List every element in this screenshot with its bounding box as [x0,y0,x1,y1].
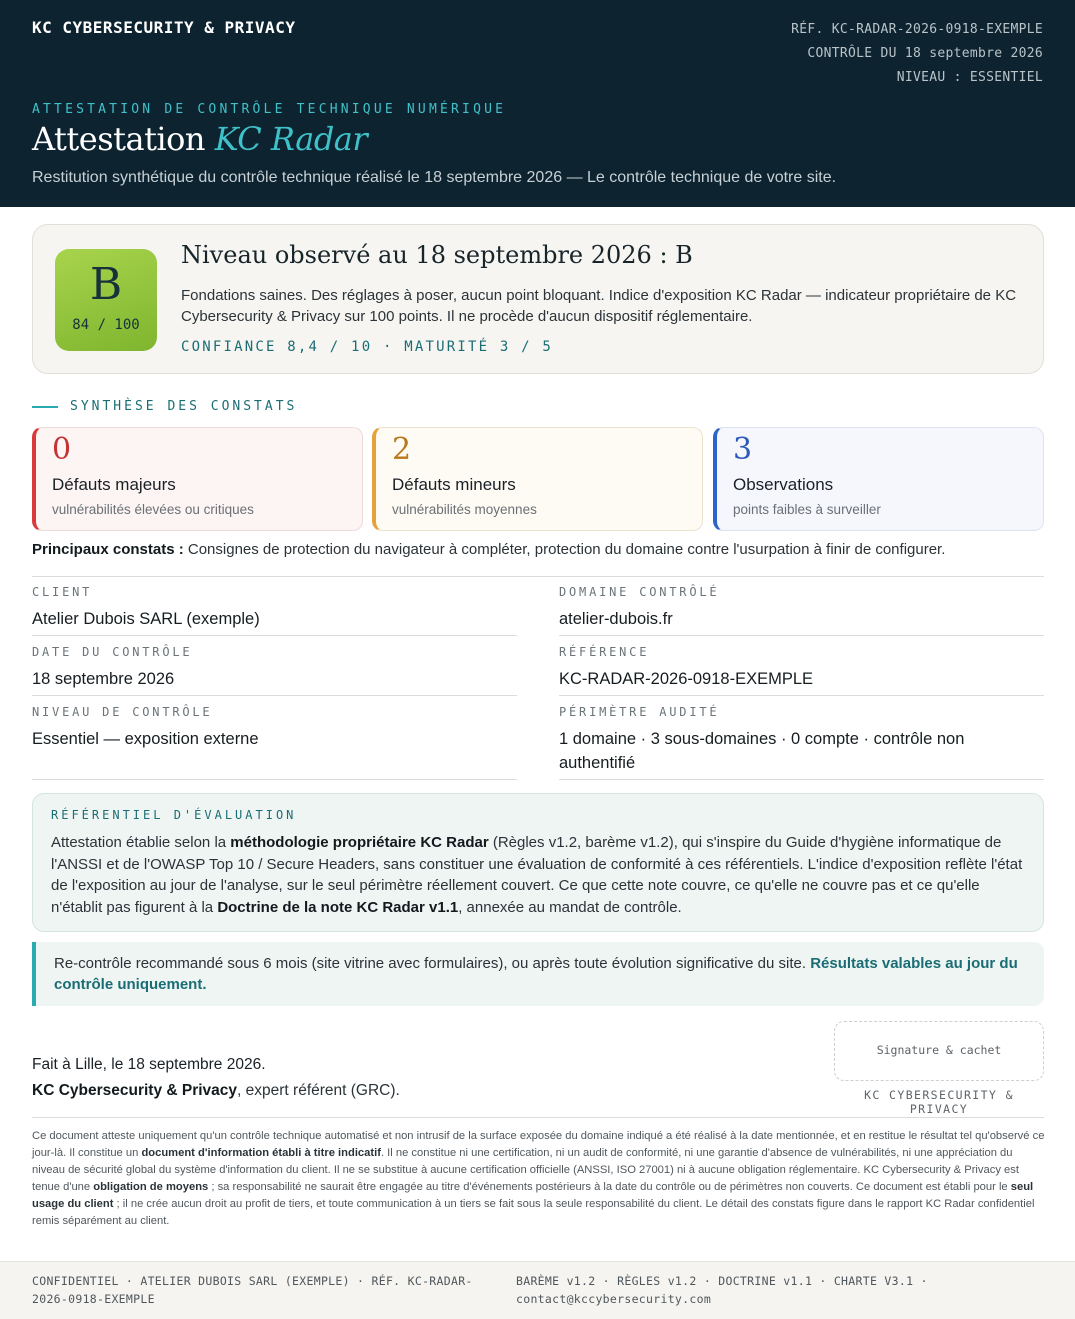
observations-card [713,427,1044,531]
client-value: Atelier Dubois SARL (exemple) [32,610,260,628]
grade-letter: B [89,259,123,310]
level-description: Fondations saines. Des réglages à poser, aucun point bloquant. Indice d'exposition KC Radar — indicateur propriétaire de KC Cybersecurity & Privacy sur 100 points. Il ne procède d'aucun dispositif réglementaire. [181,287,1017,325]
minor-defects-label: Défauts mineurs [392,475,516,494]
grade-score: 84 / 100 [72,317,140,333]
domain-field [559,585,1044,631]
observations-count: 3 [733,432,753,467]
date-value: 18 septembre 2026 [32,670,175,688]
reference-block [791,18,1043,90]
legal-text: . Il ne constitue ni une certification, ni un audit de conformité, ni une garantie d'absence de vulnérabilités, ni une appréciation du niveau de sécurité global du système d'information du client. Il ne se substitue à aucune certification officielle (ANSSI, ISO 27001) ni à aucune obligation réglementaire. KC Cybersecurity & Privacy est tenue d'une [32,1147,1019,1193]
page-footer [0,1261,1075,1319]
framework-doctrine: Doctrine de la note KC Radar v1.1 [217,898,459,916]
control-level-line: NIVEAU : ESSENTIEL [896,70,1043,85]
framework-title: RÉFÉRENTIEL D'ÉVALUATION [51,808,297,822]
observations-label: Observations [733,475,834,494]
date-field [32,645,517,691]
heading-rule [32,406,58,408]
reference-value: KC-RADAR-2026-0918-EXEMPLE [559,670,814,688]
control-date-line: CONTRÔLE DU 18 septembre 2026 [807,46,1043,61]
observations-sub: points faibles à surveiller [733,502,881,517]
place-date: Fait à Lille, le 18 septembre 2026. [32,1056,266,1073]
legal-text: ; sa responsabilité ne saurait être engagée au titre d'événements postérieurs à la date du contrôle ou de périmètres non couverts. Ce document est établi pour le [208,1181,1011,1193]
legal-disclaimer [32,1128,1046,1230]
signer-organization: KC Cybersecurity & Privacy [32,1082,238,1099]
scope-value: 1 domaine · 3 sous-domaines · 0 compte · contrôle non authentifié [559,730,965,772]
field-divider [559,695,1044,696]
field-divider [32,695,517,696]
field-divider [559,635,1044,636]
framework-text-part: Attestation établie selon la [51,834,231,851]
footer-confidential: CONFIDENTIEL · ATELIER DUBOIS SARL (EXEMPLE) · RÉF. KC-RADAR-2026-0918-EXEMPLE [32,1274,473,1306]
level-card [32,224,1044,374]
synthese-label: SYNTHÈSE DES CONSTATS [70,399,298,414]
framework-text-part: (Règles v1.2, barème v1.2), qui s'inspire du Guide d'hygiène informatique de l'ANSSI et de l'OWASP Top 10 / Secure Headers, sans constituer une évaluation de conformité à ces référentiels. L'indice d'exposition reflète l'état de l'exposition au jour de l'analyse, sur le seul périmètre réellement couvert. Ce que cette note couvre, ce qu'elle ne couvre pas et ce qu'elle n'établit pas figurent à la [51,834,1023,916]
scope-field [559,705,1044,775]
recheck-recommendation: Re-contrôle recommandé sous 6 mois (site vitrine avec formulaires), ou après toute évolution significative du site. [54,955,811,972]
main-findings-label: Principaux constats : [32,541,184,558]
grade-badge [55,249,157,351]
minor-defects-count: 2 [392,432,412,467]
field-divider [32,779,517,780]
field-divider [559,779,1044,780]
document-eyebrow: ATTESTATION DE CONTRÔLE TECHNIQUE NUMÉRIQUE [32,102,507,117]
reference-line: RÉF. KC-RADAR-2026-0918-EXEMPLE [791,22,1043,37]
date-label: DATE DU CONTRÔLE [32,645,193,659]
reference-field [559,645,1044,691]
main-findings [32,541,1044,558]
major-defects-count: 0 [52,432,72,467]
framework-text-part: , annexée au mandat de contrôle. [458,898,682,916]
title-accent: KC Radar [214,120,368,158]
recheck-text [54,953,1024,995]
reference-label: RÉFÉRENCE [559,645,650,659]
major-defects-sub: vulnérabilités élevées ou critiques [52,502,254,517]
control-level-value: Essentiel — exposition externe [32,730,259,748]
client-label: CLIENT [32,585,93,599]
footer-versions-contact: BARÈME v1.2 · RÈGLES v1.2 · DOCTRINE v1.1 · CHARTE V3.1 · contact@kccybersecurity.com [516,1274,928,1306]
page-subtitle: Restitution synthétique du contrôle technique réalisé le 18 septembre 2026 — Le contrôle technique de votre site. [32,169,837,186]
evaluation-framework-box [32,793,1044,932]
page-header [0,0,1075,207]
framework-text [51,832,1031,918]
signer-role: , expert référent (GRC). [237,1082,400,1099]
legal-text: Ce document atteste uniquement qu'un contrôle technique automatisé et non intrusif de la surface exposée du domaine indiqué a été réalisé à la date mentionnée, et en restitue le résultat tel qu'observé ce jour-là. Il constitue un [32,1130,1045,1159]
minor-defects-sub: vulnérabilités moyennes [392,502,537,517]
domain-label: DOMAINE CONTRÔLÉ [559,585,720,599]
legal-emphasis: obligation de moyens [93,1181,209,1193]
level-title: Niveau observé au 18 septembre 2026 : B [181,241,693,269]
synthese-heading [32,399,297,414]
recheck-validity: Résultats valables au jour du contrôle uniquement. [54,955,1018,993]
main-findings-text: Consignes de protection du navigateur à compléter, protection du domaine contre l'usurpation à finir de configurer. [183,541,946,558]
legal-emphasis: seul usage du client [32,1181,1034,1210]
major-defects-card [32,427,363,531]
legal-emphasis: document d'information établi à titre indicatif [141,1147,381,1159]
page-title [32,120,367,158]
signer-line [32,1082,400,1100]
control-level-field [32,705,517,751]
brand-name: KC CYBERSECURITY & PRIVACY [32,18,296,37]
control-level-label: NIVEAU DE CONTRÔLE [32,705,213,719]
scope-label: PÉRIMÈTRE AUDITÉ [559,705,720,719]
major-defects-label: Défauts majeurs [52,475,176,494]
recheck-notice [32,942,1044,1006]
confidence-maturity: CONFIANCE 8,4 / 10 · MATURITÉ 3 / 5 [181,339,554,355]
client-field [32,585,517,631]
legal-text: ; il ne crée aucun droit au profit de tiers, et toute communication à un tiers se fait sous la seule responsabilité du client. Le détail des constats figure dans le rapport KC Radar confidentiel remis séparément au client. [32,1198,1035,1227]
title-plain: Attestation [32,120,215,158]
framework-methodology: méthodologie propriétaire KC Radar [230,834,489,851]
signature-stamp-box: Signature & cachet [834,1021,1044,1081]
signature-organization: KC CYBERSECURITY & PRIVACY [864,1088,1014,1116]
info-grid-divider [32,576,1044,577]
field-divider [32,635,517,636]
domain-value: atelier-dubois.fr [559,610,673,628]
minor-defects-card [372,427,703,531]
legal-divider [32,1117,1044,1118]
